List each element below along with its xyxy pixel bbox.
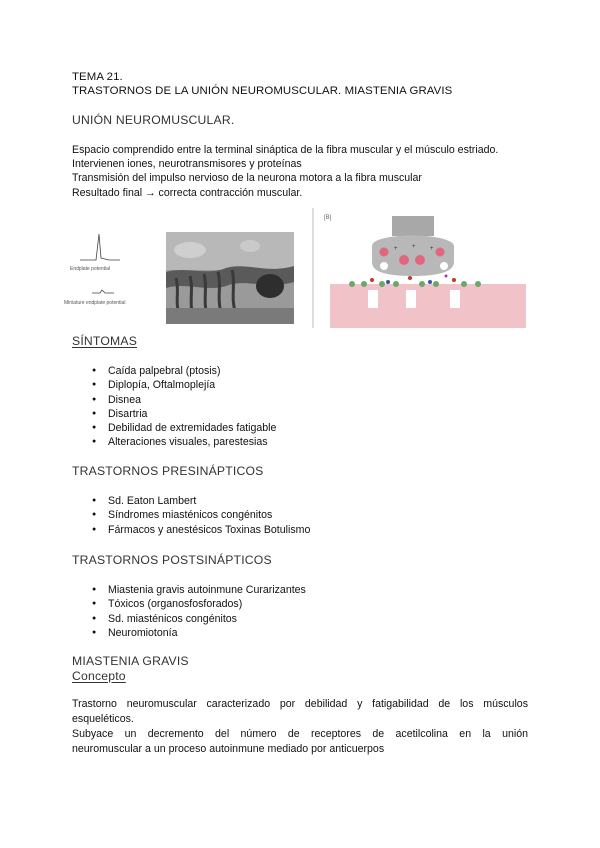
list-item: ● Miastenia gravis autoinmune Curarizantes <box>92 583 306 597</box>
list-item: ● Tóxicos (organosfosforados) <box>92 597 306 611</box>
list-item: ● Diplopía, Oftalmoplejía <box>92 378 276 392</box>
miniature-trace <box>92 290 114 293</box>
list-item: ● Alteraciones visuales, parestesias <box>92 435 276 449</box>
section-heading-sintomas: SÍNTOMAS <box>72 334 138 348</box>
sintomas-list <box>92 364 276 450</box>
concepto-paragraph-1 <box>72 697 528 727</box>
paragraph-line: Subyace un decremento del número de receptores de acetilcolina en la unión <box>72 728 528 740</box>
endplate-potential-figure <box>64 228 152 312</box>
paragraph-line: Trastorno neuromuscular caracterizado por debilidad y fatigabilidad de los músculos <box>72 698 528 710</box>
list-item: ● Caída palpebral (ptosis) <box>92 364 276 378</box>
nmj-schematic <box>312 206 528 330</box>
section-heading-union: UNIÓN NEUROMUSCULAR. <box>72 113 235 127</box>
union-line: Espacio comprendido entre la terminal sináptica de la fibra muscular y el músculo estriado. <box>72 144 499 156</box>
section-heading-miastenia: MIASTENIA GRAVIS <box>72 654 189 668</box>
svg-text:+: + <box>394 246 398 252</box>
trace-label-endplate: Endplate potential <box>70 266 111 272</box>
list-item: ● Neuromiotonía <box>92 626 306 640</box>
list-item: ● Disnea <box>92 393 276 407</box>
trace-label-miniature: Miniature endplate potential <box>64 300 126 306</box>
diagram-tag: [B] <box>324 215 332 221</box>
union-line: Transmisión del impulso nervioso de la neurona motora a la fibra muscular <box>72 172 422 184</box>
paragraph-line: neuromuscular a un proceso autoinmune mediado por anticuerpos <box>72 743 385 755</box>
presinapticos-list <box>92 494 310 537</box>
electron-micrograph <box>166 232 294 324</box>
concepto-paragraph-2 <box>72 727 528 757</box>
union-line: Intervienen iones, neurotransmisores y proteínas <box>72 158 302 170</box>
page-title: TRASTORNOS DE LA UNIÓN NEUROMUSCULAR. MIASTENIA GRAVIS <box>72 85 453 97</box>
list-item: ● Sd. miasténicos congénitos <box>92 612 306 626</box>
svg-text:+: + <box>430 246 434 252</box>
list-item: ● Disartria <box>92 407 276 421</box>
union-line: Resultado final → correcta contracción muscular. <box>72 187 303 199</box>
list-item: ● Sd. Eaton Lambert <box>92 494 310 508</box>
section-heading-presinapticos: TRASTORNOS PRESINÁPTICOS <box>72 464 264 478</box>
endplate-trace <box>80 234 120 260</box>
paragraph-line: esqueléticos. <box>72 713 134 725</box>
list-item: ● Fármacos y anestésicos Toxinas Botulismo <box>92 523 310 537</box>
postsinapticos-list <box>92 583 306 640</box>
topic-number: TEMA 21. <box>72 71 123 83</box>
list-item: ● Síndromes miasténicos congénitos <box>92 508 310 522</box>
svg-text:+: + <box>412 244 416 250</box>
subheading-concepto: Concepto <box>72 669 126 683</box>
list-item: ● Debilidad de extremidades fatigable <box>92 421 276 435</box>
section-heading-postsinapticos: TRASTORNOS POSTSINÁPTICOS <box>72 553 272 567</box>
